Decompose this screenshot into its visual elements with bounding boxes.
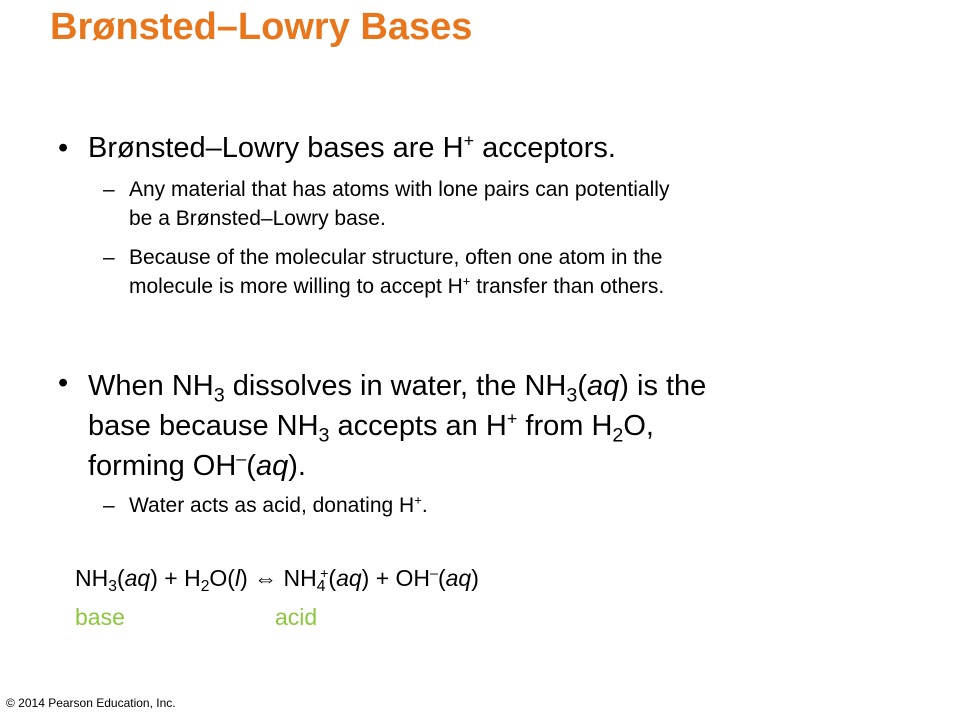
bullet-1-text: Brønsted–Lowry bases are H+ acceptors. (88, 130, 616, 164)
equilibrium-arrow-icon: ⇔ (254, 565, 278, 591)
label-acid: acid (275, 604, 318, 630)
dash-marker: – (103, 178, 115, 201)
dash-marker: – (103, 246, 115, 269)
label-base: base (75, 604, 125, 630)
copyright-footer: © 2014 Pearson Education, Inc. (6, 696, 176, 710)
dash-marker: – (103, 494, 115, 517)
slide-title: Brønsted–Lowry Bases (50, 6, 473, 48)
reaction-equation: $NH_3(aq) + H_2O(l)$ ⇔ $NH_4^+(aq) + OH^-(aq)$ (75, 565, 479, 595)
bullet-marker: • (58, 367, 69, 399)
sub-bullet-1-2-text: Because of the molecular structure, often one atom in the molecule is more willing to accept H+ transfer than others. (129, 246, 665, 298)
bullet-marker: • (58, 132, 69, 164)
sub-bullet-2-1-text: Water acts as acid, donating H+. (129, 492, 428, 517)
sub-bullet-1-1-text: Any material that has atoms with lone pairs can potentially be a Brønsted–Lowry base. (129, 178, 670, 230)
bullet-2-text: When $NH_3$ dissolves in water, the $NH_3(aq)$ is the base because $NH_3$ accepts an H+ from $H_2O$, forming OH–(aq). (88, 370, 707, 482)
